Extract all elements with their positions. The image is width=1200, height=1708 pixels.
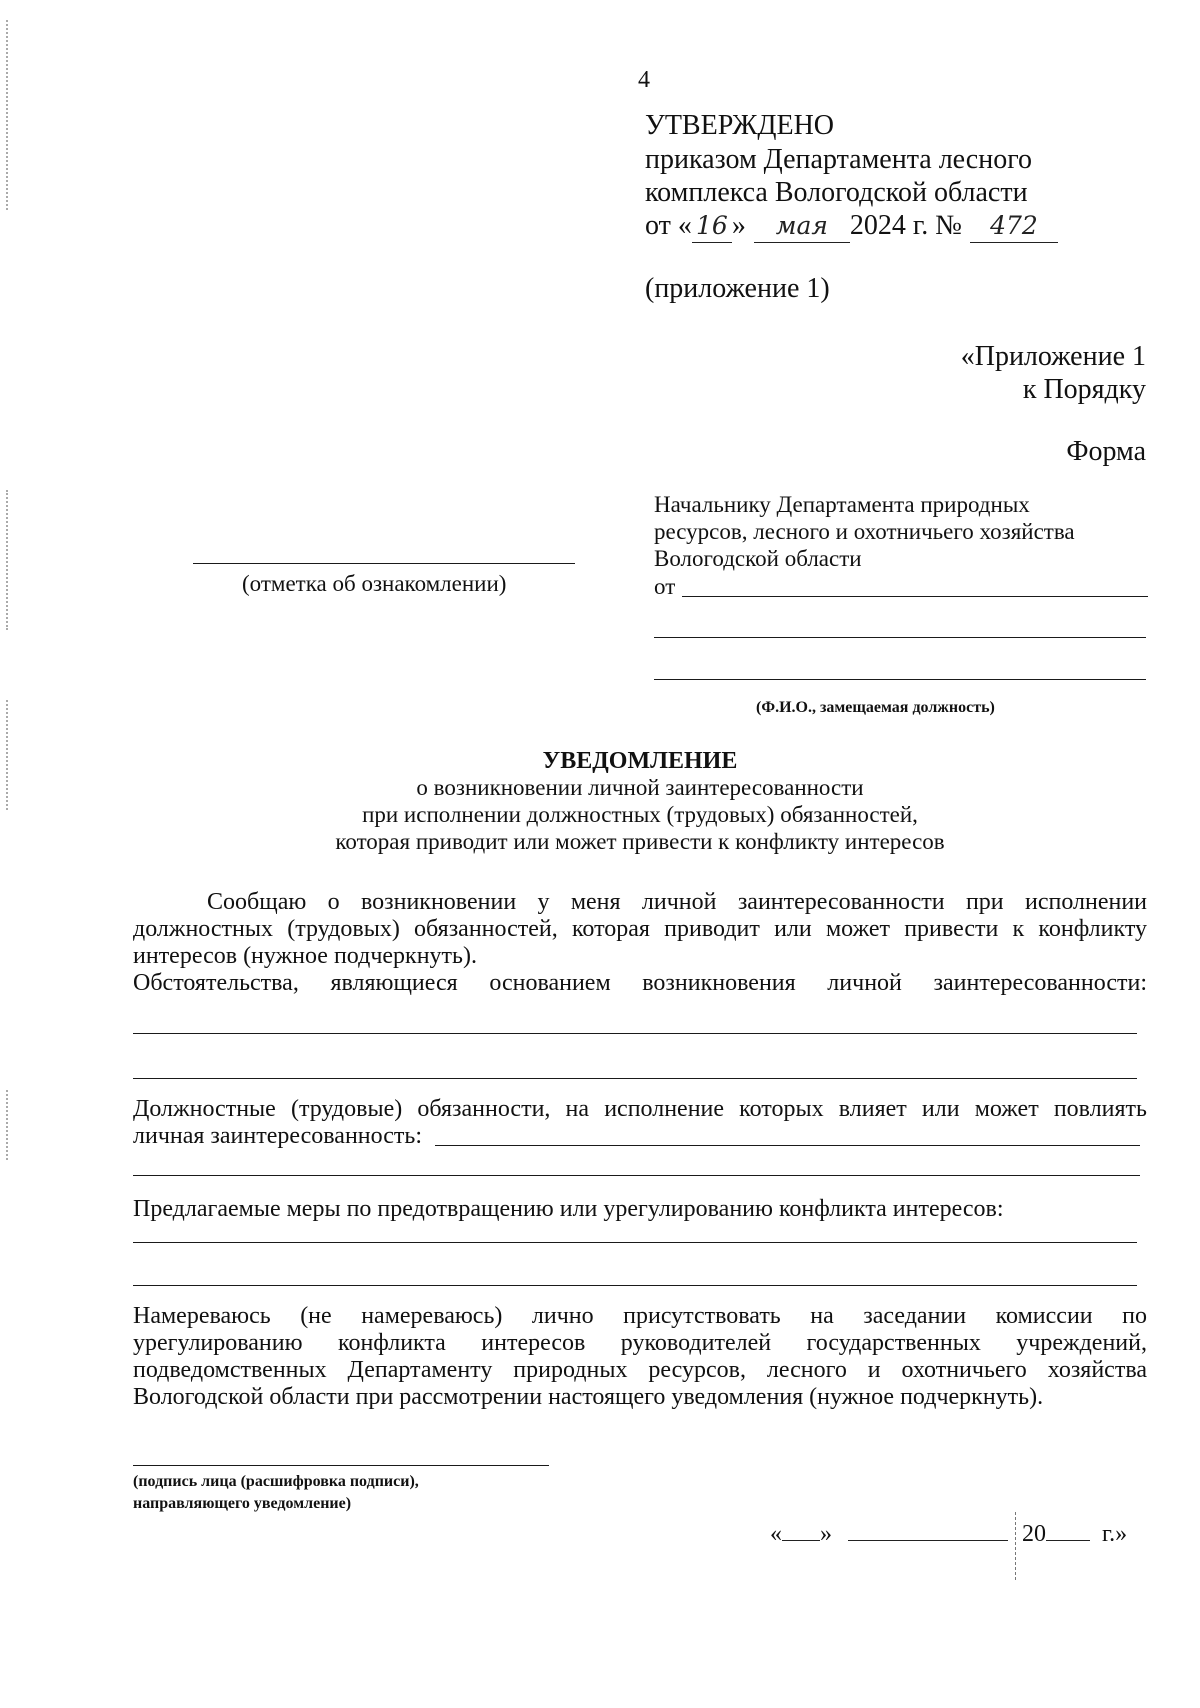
date-prefix: от « (645, 210, 692, 241)
addressee-fill-line-3 (654, 679, 1146, 680)
handwritten-day: 16 (692, 210, 732, 243)
approval-date-line (645, 210, 1058, 243)
addressee-from: от (654, 574, 676, 599)
paragraph-1-line-2: должностных (трудовых) обязанностей, которая приводит или может привести к конфликту (133, 916, 1147, 942)
paragraph-5-line-3: подведомственных Департаменту природных ресурсов, лесного и охотничьего хозяйства (133, 1357, 1147, 1383)
signature-line (133, 1465, 549, 1466)
signature-caption-1: (подпись лица (расшифровка подписи), (133, 1473, 419, 1490)
paragraph-5-line-4: Вологодской области при рассмотрении настоящего уведомления (нужное подчеркнуть). (133, 1384, 1044, 1410)
approval-title: УТВЕРЖДЕНО (645, 110, 835, 141)
paragraph-3-line-2: личная заинтересованность: (133, 1123, 422, 1149)
document-title: УВЕДОМЛЕНИЕ (542, 748, 738, 774)
annex-line-1: «Приложение 1 (960, 341, 1146, 372)
addressee-fill-line-2 (654, 637, 1146, 638)
acknowledgement-line (193, 563, 575, 564)
date-mid: » (731, 210, 746, 241)
date-close-quote: » (820, 1521, 832, 1547)
paragraph-1-line-3: интересов (нужное подчеркнуть). (133, 943, 477, 969)
date-open-quote: « (770, 1521, 782, 1547)
title-line-3: которая приводит или может привести к конфликту интересов (335, 829, 945, 854)
sign-date (770, 1518, 1127, 1550)
scan-artifact-vertical-line (1015, 1512, 1016, 1580)
form-label: Форма (1066, 436, 1146, 467)
scan-margin-artifact (6, 20, 10, 210)
scan-margin-artifact (6, 1090, 10, 1160)
approval-line-1: приказом Департамента лесного (645, 144, 1033, 175)
acknowledgement-caption: (отметка об ознакомлении) (242, 571, 507, 596)
scan-margin-artifact (6, 490, 10, 630)
paragraph-5-line-1: Намереваюсь (не намереваюсь) лично присутствовать на заседании комиссии по (133, 1303, 1147, 1329)
day-blank (782, 1518, 820, 1541)
approval-line-2: комплекса Вологодской области (645, 177, 1028, 208)
paragraph-1-line-1: Сообщаю о возникновении у меня личной заинтересованности при исполнении (207, 889, 1147, 915)
paragraph-5-line-2: урегулированию конфликта интересов руководителей государственных учреждений, (133, 1330, 1147, 1356)
measures-line-1 (133, 1242, 1137, 1243)
duties-fill-line-1 (435, 1145, 1140, 1146)
paragraph-3-line-1: Должностные (трудовые) обязанности, на исполнение которых влияет или может повлиять (133, 1096, 1147, 1122)
approval-appendix: (приложение 1) (645, 273, 830, 304)
month-blank (848, 1518, 1008, 1541)
paragraph-2: Обстоятельства, являющиеся основанием возникновения личной заинтересованности: (133, 970, 1147, 996)
measures-line-2 (133, 1285, 1137, 1286)
year-prefix: 20 (1022, 1521, 1046, 1547)
scan-margin-artifact (6, 700, 10, 810)
year-blank (1046, 1518, 1090, 1541)
handwritten-order-number: 472 (970, 210, 1058, 243)
year-suffix: г.» (1102, 1521, 1128, 1547)
circumstances-line-1 (133, 1033, 1137, 1034)
date-year: 2024 г. № (849, 210, 962, 241)
from-fill-line (682, 596, 1148, 597)
page-number: 4 (638, 67, 650, 93)
duties-fill-line-2 (133, 1175, 1140, 1176)
fio-caption: (Ф.И.О., замещаемая должность) (756, 699, 995, 716)
addressee-line-3: Вологодской области (654, 546, 862, 571)
handwritten-month: мая (754, 210, 850, 243)
title-line-1: о возникновении личной заинтересованности (416, 775, 864, 800)
circumstances-line-2 (133, 1078, 1137, 1079)
addressee-line-1: Начальнику Департамента природных (654, 492, 1030, 517)
signature-caption-2: направляющего уведомление) (133, 1495, 352, 1512)
paragraph-4: Предлагаемые меры по предотвращению или урегулированию конфликта интересов: (133, 1196, 1004, 1222)
addressee-line-2: ресурсов, лесного и охотничьего хозяйства (654, 519, 1075, 544)
title-line-2: при исполнении должностных (трудовых) обязанностей, (362, 802, 918, 827)
annex-line-2: к Порядку (1022, 374, 1146, 405)
